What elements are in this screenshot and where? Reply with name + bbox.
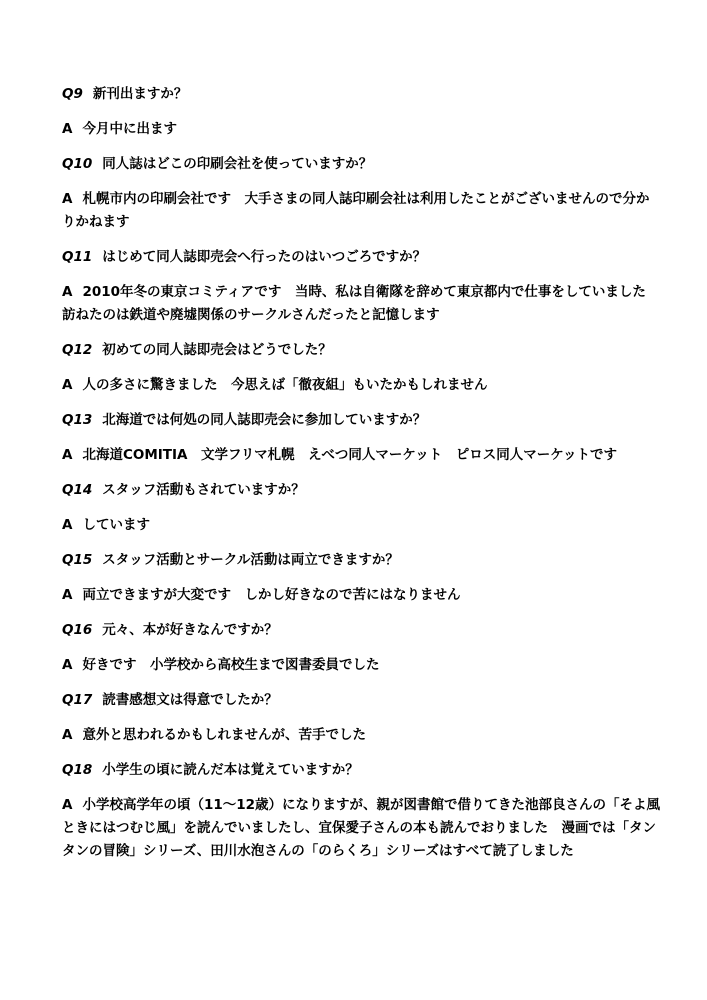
question-label: Q16 — [62, 622, 93, 638]
question-label: Q10 — [62, 156, 93, 172]
question-label: Q13 — [62, 412, 93, 428]
qa-item-q10 — [62, 153, 662, 234]
qa-item-q11 — [62, 246, 662, 327]
question-text: 同人誌はどこの印刷会社を使っていますか？ — [102, 156, 373, 172]
qa-item-q12 — [62, 339, 662, 397]
qa-item-q18 — [62, 759, 662, 863]
question-text: スタッフ活動もされていますか？ — [102, 482, 305, 498]
qa-item-q14 — [62, 479, 662, 537]
answer-text: しています — [82, 517, 150, 533]
question-text: スタッフ活動とサークル活動は両立できますか？ — [102, 552, 399, 568]
question — [62, 153, 662, 176]
question-label: Q17 — [62, 692, 93, 708]
answer-label: A — [62, 377, 73, 393]
qa-item-q16 — [62, 619, 662, 677]
answer-label: A — [62, 797, 73, 813]
question — [62, 759, 662, 782]
answer — [62, 444, 662, 467]
answer-text: 両立できますが大変です しかし好きなので苦にはなりません — [82, 587, 461, 603]
answer-text: 意外と思われるかもしれませんが、苦手でした — [82, 727, 366, 743]
answer-text: 今月中に出ます — [82, 121, 177, 137]
question — [62, 339, 662, 362]
question — [62, 619, 662, 642]
question-label: Q12 — [62, 342, 93, 358]
answer-text: 人の多さに驚きました 今思えば「徹夜組」もいたかもしれません — [82, 377, 488, 393]
answer — [62, 514, 662, 537]
question-label: Q14 — [62, 482, 93, 498]
question — [62, 246, 662, 269]
answer — [62, 654, 662, 677]
answer-text: 好きです 小学校から高校生まで図書委員でした — [82, 657, 380, 673]
question-label: Q9 — [62, 86, 83, 102]
answer-label: A — [62, 191, 73, 207]
answer-label: A — [62, 447, 73, 463]
qa-item-q15 — [62, 549, 662, 607]
qa-item-q13 — [62, 409, 662, 467]
question-text: 新刊出ますか？ — [92, 86, 188, 102]
qa-document — [62, 83, 662, 875]
question-text: 小学生の頃に読んだ本は覚えていますか？ — [102, 762, 359, 778]
question — [62, 409, 662, 432]
answer-label: A — [62, 587, 73, 603]
question-text: 北海道では何処の同人誌即売会に参加していますか？ — [102, 412, 427, 428]
question-text: 元々、本が好きなんですか？ — [102, 622, 278, 638]
question — [62, 83, 662, 106]
answer — [62, 584, 662, 607]
answer-text: 小学校高学年の頃（11～12歳）になりますが、親が図書館で借りてきた池部良さんの「そよ風ときにはつむじ風」を読んでいましたし、宜保愛子さんの本も読んでおりました 漫画では「タンタンの冒険」シリーズ、田川水泡さんの「のらくろ」シリーズはすべて読了しました — [62, 797, 661, 859]
question-label: Q18 — [62, 762, 93, 778]
answer-text: 2010年冬の東京コミティアです 当時、私は自衛隊を辞めて東京都内で仕事をしていました 訪ねたのは鉄道や廃墟関係のサークルさんだったと記憶します — [62, 284, 660, 323]
answer-label: A — [62, 121, 73, 137]
question-text: 読書感想文は得意でしたか？ — [102, 692, 278, 708]
answer-label: A — [62, 657, 73, 673]
answer — [62, 724, 662, 747]
answer-label: A — [62, 284, 73, 300]
answer-text: 札幌市内の印刷会社です 大手さまの同人誌印刷会社は利用したことがございませんので分かりかねます — [62, 191, 650, 230]
answer — [62, 374, 662, 397]
answer-label: A — [62, 727, 73, 743]
question-label: Q11 — [62, 249, 93, 265]
answer — [62, 188, 662, 234]
answer — [62, 794, 662, 863]
answer-text: 北海道COMITIA 文学フリマ札幌 えべつ同人マーケット ピロス同人マーケットです — [82, 447, 618, 463]
question-text: 初めての同人誌即売会はどうでした？ — [102, 342, 332, 358]
question-label: Q15 — [62, 552, 93, 568]
question — [62, 479, 662, 502]
answer-label: A — [62, 517, 73, 533]
question-text: はじめて同人誌即売会へ行ったのはいつごろですか？ — [102, 249, 427, 265]
question — [62, 549, 662, 572]
qa-item-q17 — [62, 689, 662, 747]
answer — [62, 281, 662, 327]
question — [62, 689, 662, 712]
qa-item-q9 — [62, 83, 662, 141]
answer — [62, 118, 662, 141]
